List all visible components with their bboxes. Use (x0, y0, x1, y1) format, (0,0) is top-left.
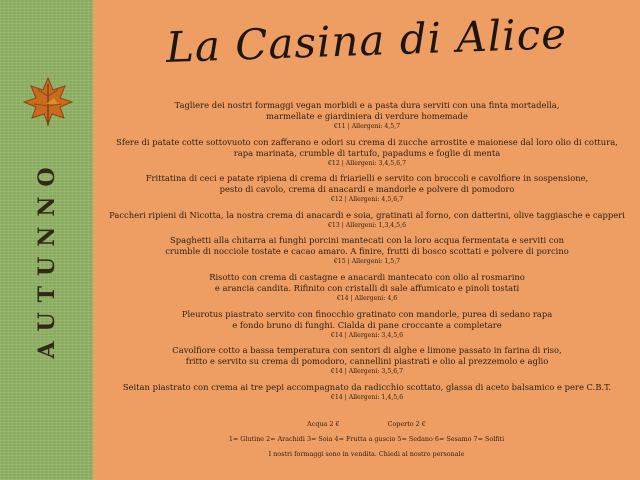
menu-item (99, 235, 635, 266)
menu-item-description: Frittatina di ceci e patate ripiena di crema di friarielli e servito con broccoli e cavolfiore in sospensione, pesto di cavolo, crema di anacardi e mandorle e polvere di pomodoro (145, 173, 589, 195)
menu-item-description: Sfere di patate cotte sottovuoto con zafferano e odori su crema di zucche arrostite e maionese dal loro olio di cottura, rapa marinata, crumble di tartufo, papadums e foglie di menta (116, 136, 618, 158)
menu-footer (93, 420, 640, 458)
menu-item (99, 173, 635, 204)
season-label: AUTUNNO (34, 157, 60, 359)
allergens-legend: 1= Glutine 2= Arachidi 3= Soia 4= Frutta a guscio 5= Sedano 6= Sesamo 7= Solfiti (228, 435, 505, 443)
menu-item-description: Paccheri ripieni di Nicotta, la nostra crema di anacardi e soia, gratinati al forno, con datterini, olive taggiasche e capperi (109, 209, 625, 220)
menu-item (99, 100, 635, 131)
menu-item-description: Seitan piastrato con crema ai tre pepi accompagnato da radicchio scottato, glassa di aceto balsamico e pere C.B.T. (122, 381, 612, 392)
menu-items (99, 100, 635, 407)
menu-item-description: Pleurotus piastrato servito con finocchio gratinato con mandorle, purea di sedano rapa e fondo bruno di funghi. Cialda di pane croccante a completare (181, 308, 553, 330)
menu-item-price-allergens: €11 | Allergeni: 4,5,7 (333, 123, 401, 130)
menu-item-price-allergens: €13 | Allergeni: 1,3,4,5,6 (327, 221, 407, 229)
menu-item-price-allergens: €15 | Allergeni: 1,5,7 (333, 258, 401, 266)
menu-item (99, 382, 635, 402)
menu-item-price-allergens: €14 | Allergeni: 3,4,5,6 (330, 331, 404, 339)
menu-item (99, 309, 635, 340)
menu-item-price-allergens: €14 | Allergeni: 1,4,5,6 (330, 393, 404, 401)
menu-item-description: Spaghetti alla chitarra ai funghi porcini mantecati con la loro acqua fermentata e serviti con crumble di nocciole tostate e cacao amaro. A finire, frutti di bosco scottati e polvere di porcino (165, 235, 569, 257)
extras-row (93, 420, 640, 428)
restaurant-title: La Casina di Alice (165, 9, 568, 72)
menu-item (99, 272, 635, 303)
menu-item-price-allergens: €12 | Allergeni: 3,4,5,6,7 (327, 159, 407, 167)
menu-page (93, 0, 640, 480)
menu-item-description: Risotto con crema di castagne e anacardi mantecato con olio al rosmarino e arancia candita. Rifinito con cristalli di sale affumicato e pinoli tostati (209, 271, 525, 293)
cheese-sale-note: I nostri formaggi sono in vendita. Chiedi al nostro personale (268, 450, 465, 458)
menu-item (99, 137, 635, 168)
menu-item (99, 210, 635, 230)
menu-item-price-allergens: €14 | Allergeni: 3,5,6,7 (330, 368, 404, 376)
autumn-leaf-icon (20, 74, 76, 130)
menu-item-price-allergens: €12 | Allergeni: 4,5,6,7 (330, 196, 404, 204)
cover-charge: Coperto 2 € (387, 420, 426, 428)
menu-item-description: Cavolfiore cotto a bassa temperatura con sentori di alghe e limone passato in farina di riso, fritto e servito su crema di pomodoro, cannellini piastrati e olio al prezzemolo e aglio (172, 345, 562, 367)
menu-item-description: Tagliere dei nostri formaggi vegan morbidi e a pasta dura serviti con una finta mortadella, marmellate e giardiniera di verdure homemade (174, 100, 560, 121)
menu-item (99, 345, 635, 376)
menu-item-price-allergens: €14 | Allergeni: 4,6 (336, 294, 398, 302)
sidebar (0, 0, 93, 480)
water-price: Acqua 2 € (307, 420, 340, 428)
